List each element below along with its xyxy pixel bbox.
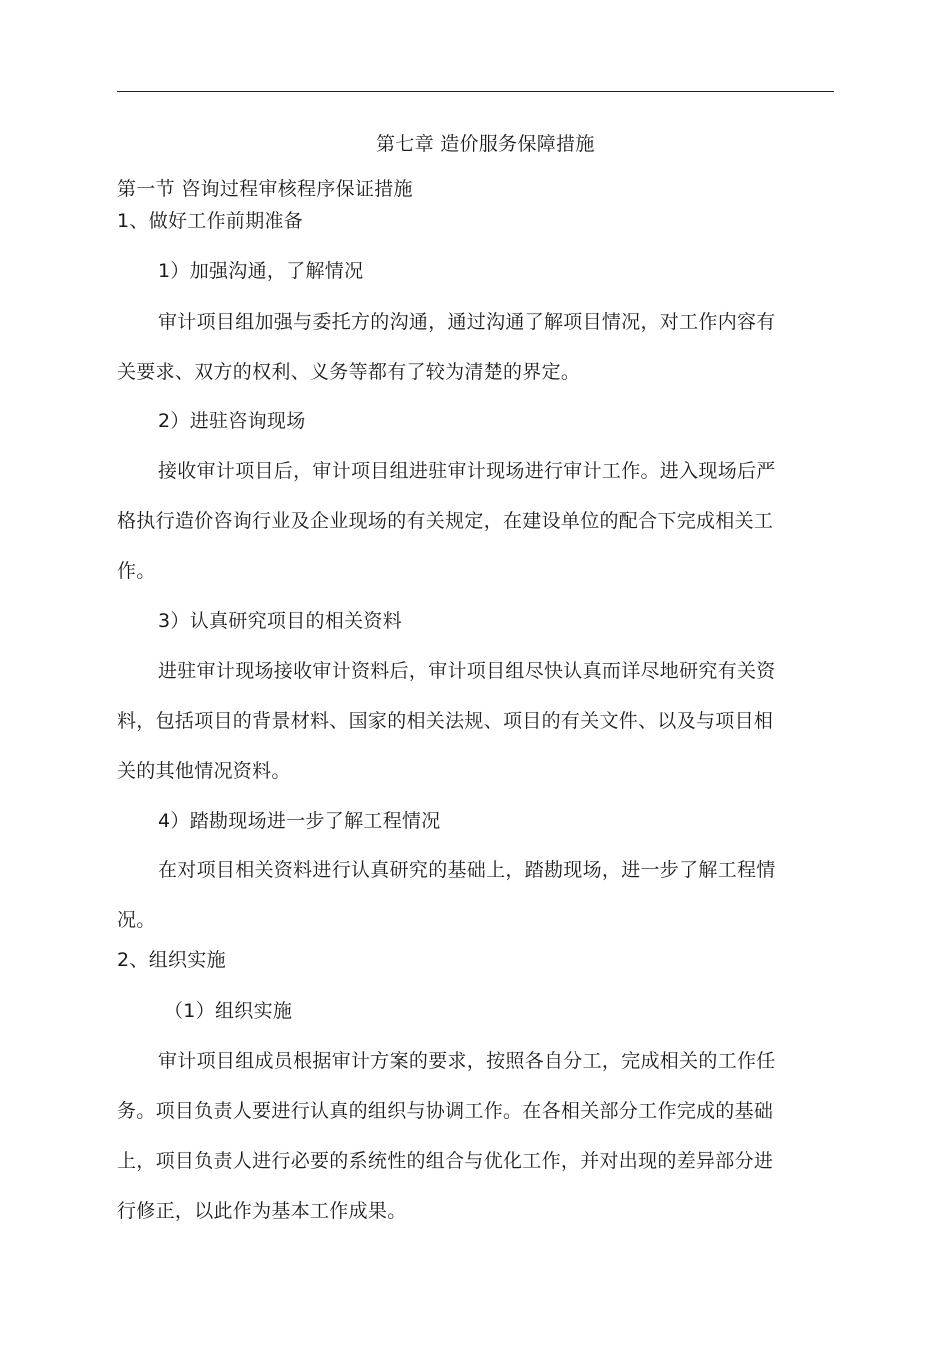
subheading-1: 1）加强沟通，了解情况: [158, 260, 364, 282]
subheading-3: 3）认真研究项目的相关资料: [158, 610, 402, 632]
subheading-5: （1）组织实施: [164, 1000, 293, 1022]
section-title: 第一节 咨询过程审核程序保证措施: [117, 178, 413, 200]
heading-1: 1、做好工作前期准备: [117, 210, 304, 232]
paragraph-5-line-3: 上，项目负责人进行必要的系统性的组合与优化工作，并对出现的差异部分进: [117, 1150, 774, 1172]
paragraph-2-line-3: 作。: [117, 560, 156, 582]
paragraph-3-line-1: 进驻审计现场接收审计资料后，审计项目组尽快认真而详尽地研究有关资: [158, 660, 776, 682]
heading-2: 2、组织实施: [117, 949, 226, 971]
paragraph-4-line-1: 在对项目相关资料进行认真研究的基础上，踏勘现场，进一步了解工程情: [158, 859, 776, 881]
paragraph-2-line-1: 接收审计项目后，审计项目组进驻审计现场进行审计工作。进入现场后严: [158, 460, 776, 482]
paragraph-3-line-3: 关的其他情况资料。: [117, 760, 291, 782]
paragraph-5-line-1: 审计项目组成员根据审计方案的要求，按照各自分工，完成相关的工作任: [158, 1050, 776, 1072]
paragraph-1-line-1: 审计项目组加强与委托方的沟通，通过沟通了解项目情况，对工作内容有: [158, 311, 776, 333]
header-rule: [117, 91, 834, 92]
paragraph-1-line-2: 关要求、双方的权利、义务等都有了较为清楚的界定。: [117, 361, 581, 383]
paragraph-5-line-2: 务。项目负责人要进行认真的组织与协调工作。在各相关部分工作完成的基础: [117, 1100, 774, 1122]
paragraph-4-line-2: 况。: [117, 909, 156, 931]
subheading-2: 2）进驻咨询现场: [158, 410, 306, 432]
subheading-4: 4）踏勘现场进一步了解工程情况: [158, 810, 441, 832]
paragraph-5-line-4: 行修正，以此作为基本工作成果。: [117, 1200, 407, 1222]
chapter-title: 第七章 造价服务保障措施: [376, 133, 595, 155]
paragraph-3-line-2: 料，包括项目的背景材料、国家的相关法规、项目的有关文件、以及与项目相: [117, 710, 774, 732]
paragraph-2-line-2: 格执行造价咨询行业及企业现场的有关规定，在建设单位的配合下完成相关工: [117, 510, 774, 532]
